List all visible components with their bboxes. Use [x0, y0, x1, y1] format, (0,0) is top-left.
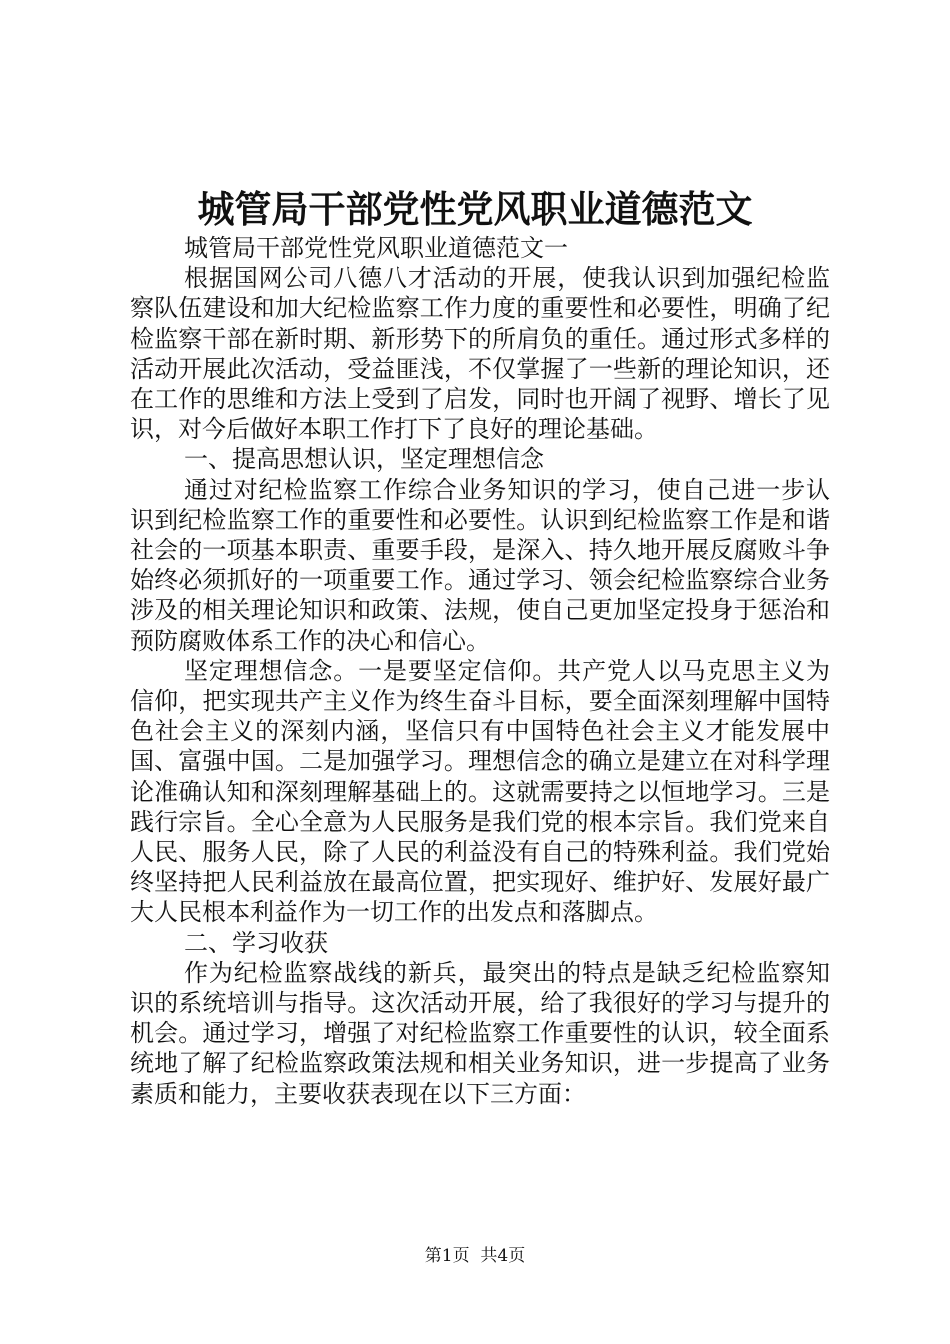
paragraph: 通过对纪检监察工作综合业务知识的学习，使自己进一步认识到纪检监察工作的重要性和必要性。认识到纪检监察工作是和谐社会的一项基本职责、重要手段，是深入、持久地开展反腐败斗争始终必须抓好的一项重要工作。通过学习、领会纪检监察综合业务涉及的相关理论知识和政策、法规，使自己更加坚定投身于惩治和预防腐败体系工作的决心和信心。 — [130, 475, 830, 655]
section-heading-2: 二、学习收获 — [184, 928, 328, 957]
paragraph: 作为纪检监察战线的新兵，最突出的特点是缺乏纪检监察知识的系统培训与指导。这次活动开展，给了我很好的学习与提升的机会。通过学习，增强了对纪检监察工作重要性的认识，较全面系统地了解了纪检监察政策法规和相关业务知识，进一步提高了业务素质和能力，主要收获表现在以下三方面： — [130, 958, 830, 1108]
paragraph-subtitle: 城管局干部党性党风职业道德范文一 — [184, 234, 568, 262]
paragraph: 根据国网公司八德八才活动的开展，使我认识到加强纪检监察队伍建设和加大纪检监察工作力度的重要性和必要性，明确了纪检监察干部在新时期、新形势下的所肩负的重任。通过形式多样的活动开展此次活动，受益匪浅，不仅掌握了一些新的理论知识，还在工作的思维和方法上受到了启发，同时也开阔了视野、增长了见识，对今后做好本职工作打下了良好的理论基础。 — [130, 264, 830, 444]
page-number: 第1页 — [424, 1246, 470, 1266]
footer-gap — [470, 1246, 481, 1266]
document-body — [130, 233, 830, 1109]
page-total: 共4页 — [480, 1246, 526, 1266]
section-heading-1: 一、提高思想认识，坚定理想信念 — [184, 445, 544, 474]
paragraph: 坚定理想信念。一是要坚定信仰。共产党人以马克思主义为信仰，把实现共产主义作为终生奋斗目标，要全面深刻理解中国特色社会主义的深刻内涵，坚信只有中国特色社会主义才能发展中国、富强中国。二是加强学习。理想信念的确立是建立在对科学理论准确认知和深刻理解基础上的。这就需要持之以恒地学习。三是践行宗旨。全心全意为人民服务是我们党的根本宗旨。我们党来自人民、服务人民，除了人民的利益没有自己的特殊利益。我们党始终坚持把人民利益放在最高位置，把实现好、维护好、发展好最广大人民根本利益作为一切工作的出发点和落脚点。 — [130, 656, 830, 927]
page-footer — [0, 1244, 950, 1268]
document-title: 城管局干部党性党风职业道德范文 — [197, 187, 753, 231]
